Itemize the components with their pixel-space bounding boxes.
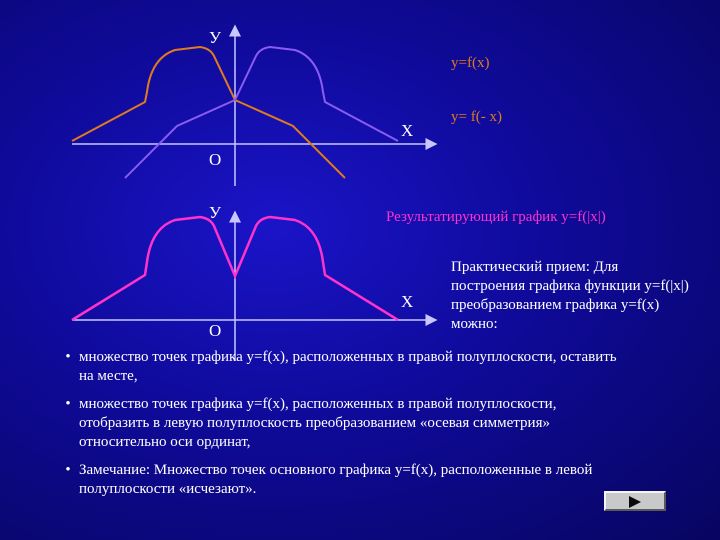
list-item <box>57 461 627 499</box>
bullet-marker: • <box>65 349 71 365</box>
play-arrow-icon <box>629 496 641 508</box>
legend-f-neg: y= f(- x) <box>451 109 502 125</box>
bullet-marker: • <box>65 462 71 478</box>
list-item-text: Замечание: Множество точек основного графика y=f(x), расположенные в левой полуплоскости «исчезают». <box>79 462 593 497</box>
result-title: Результатирующий график y=f(|x|) <box>386 209 606 225</box>
legend-f: y=f(x) <box>451 55 490 71</box>
top-origin-label: О <box>209 150 222 169</box>
method-text: Практический прием: Для построения графика функции y=f(|x|) преобразованием графика y=f(x) можно: <box>451 259 689 332</box>
bottom-origin-label: О <box>209 321 222 340</box>
bullet-marker: • <box>65 396 71 412</box>
next-slide-button[interactable] <box>604 491 666 511</box>
bottom-y-label: У <box>209 203 222 222</box>
list-item-text: множество точек графика y=f(x), расположенных в правой полуплоскости, отобразить в левую полуплоскость преобразованием «осевая симметрия» относительно оси ординат, <box>79 396 557 450</box>
bottom-x-label: Х <box>401 292 414 311</box>
rules-list <box>57 348 627 508</box>
list-item <box>57 395 627 452</box>
top-y-label: У <box>209 28 222 47</box>
list-item <box>57 348 627 386</box>
top-graph-axes <box>72 26 436 186</box>
top-x-label: Х <box>401 121 414 140</box>
list-item-text: множество точек графика y=f(x), расположенных в правой полуплоскости, оставить на месте, <box>79 349 617 384</box>
